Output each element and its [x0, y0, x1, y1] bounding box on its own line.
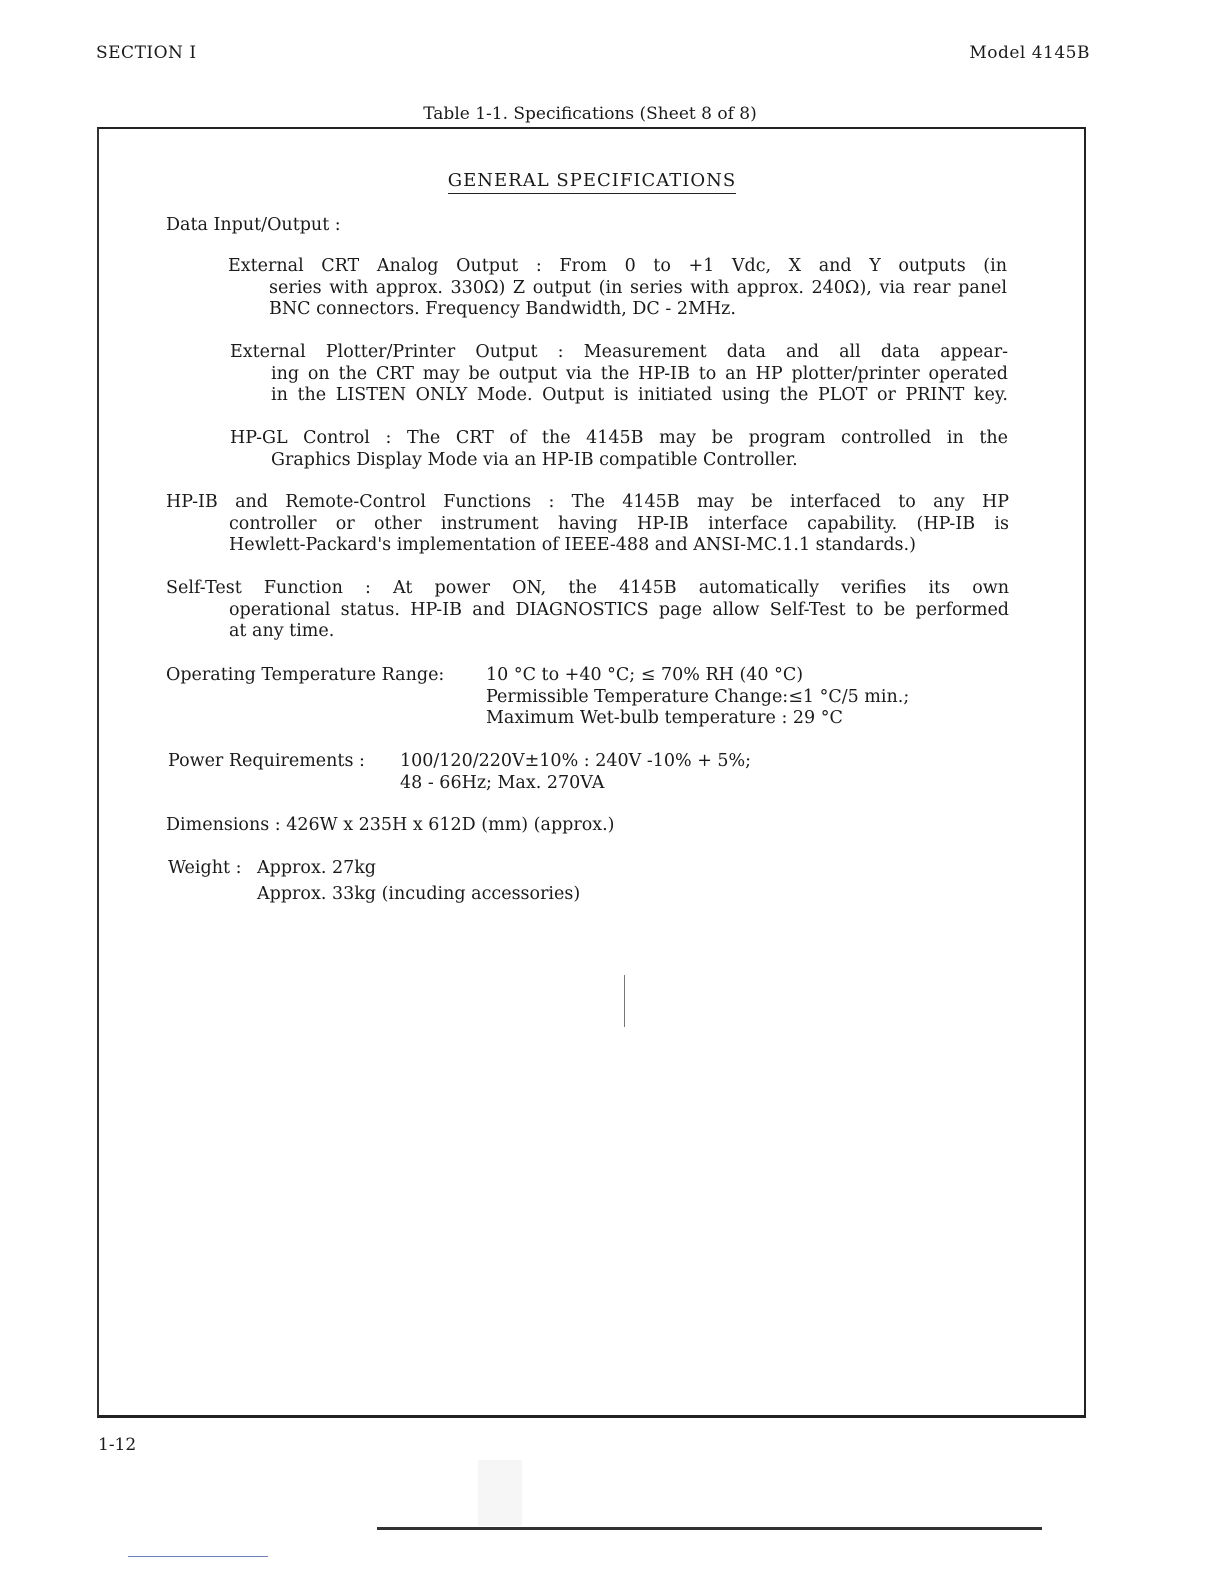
power-values	[400, 751, 751, 794]
self-test-function	[166, 578, 1009, 643]
plotter-line-2: ing on the CRT may be output via the HP-IB to an HP plotter/printer operated	[271, 363, 1008, 384]
self-test-line-2: operational status. HP-IB and DIAGNOSTICS page allow Self-Test to be performed	[229, 599, 1009, 620]
section-title	[0, 170, 1184, 191]
crt-analog-output	[228, 256, 1007, 321]
operating-temp-label: Operating Temperature Range:	[166, 665, 445, 685]
power-line-1: 100/120/220V±10% : 240V -10% + 5%;	[400, 751, 752, 771]
hpib-functions	[166, 492, 1009, 557]
power-label: Power Requirements :	[168, 751, 365, 771]
model-label: Model 4145B	[969, 43, 1090, 63]
self-test-line-1: Self-Test Function : At power ON, the 4145B automatically verifies its own	[166, 578, 1009, 598]
hpib-line-1: HP-IB and Remote-Control Functions : The 4145B may be interfaced to any HP	[166, 492, 1009, 512]
operating-temp-line-2: Permissible Temperature Change:≤1 °C/5 min.;	[486, 686, 910, 707]
weight-label: Weight :	[168, 858, 242, 878]
weight-values	[257, 858, 580, 905]
bottom-rule	[377, 1527, 1042, 1530]
hpib-line-2: controller or other instrument having HP-IB interface capability. (HP-IB is	[229, 513, 1009, 534]
hpgl-line-2: Graphics Display Mode via an HP-IB compatible Controller.	[271, 449, 798, 470]
power-line-2: 48 - 66Hz; Max. 270VA	[400, 772, 605, 793]
data-io-heading: Data Input/Output :	[166, 215, 341, 235]
scan-artifact-mark	[624, 975, 625, 1027]
plotter-printer-output	[230, 342, 1008, 407]
operating-temp-line-3: Maximum Wet-bulb temperature : 29 °C	[486, 708, 843, 728]
crt-analog-line-2: series with approx. 330Ω) Z output (in series with approx. 240Ω), via rear panel	[269, 277, 1007, 298]
hpgl-line-1: HP-GL Control : The CRT of the 4145B may be program controlled in the	[230, 428, 1008, 448]
plotter-line-1: External Plotter/Printer Output : Measurement data and all data appear-	[230, 342, 1008, 362]
crt-analog-line-3: BNC connectors. Frequency Bandwidth, DC - 2MHz.	[269, 299, 736, 319]
weight-line-1: Approx. 27kg	[257, 858, 377, 878]
operating-temp-line-1: 10 °C to +40 °C; ≤ 70% RH (40 °C)	[486, 665, 804, 685]
table-caption: Table 1-1. Specifications (Sheet 8 of 8)	[423, 104, 757, 124]
page-number: 1-12	[98, 1435, 137, 1455]
dimensions: Dimensions : 426W x 235H x 612D (mm) (approx.)	[166, 815, 615, 835]
scan-artifact-smudge	[478, 1460, 522, 1526]
section-label: SECTION I	[96, 43, 197, 63]
crt-analog-line-1: External CRT Analog Output : From 0 to +1 Vdc, X and Y outputs (in	[228, 256, 1007, 276]
operating-temp-values	[486, 665, 909, 730]
section-title-text: GENERAL SPECIFICATIONS	[448, 170, 736, 194]
hpib-line-3: Hewlett-Packard's implementation of IEEE-488 and ANSI-MC.1.1 standards.)	[229, 535, 916, 555]
weight-line-2: Approx. 33kg (incuding accessories)	[257, 883, 581, 904]
self-test-line-3: at any time.	[229, 621, 335, 641]
plotter-line-3: in the LISTEN ONLY Mode. Output is initiated using the PLOT or PRINT key.	[271, 385, 1008, 405]
hpgl-control	[230, 428, 1008, 471]
bottom-rule-thin	[128, 1556, 268, 1557]
